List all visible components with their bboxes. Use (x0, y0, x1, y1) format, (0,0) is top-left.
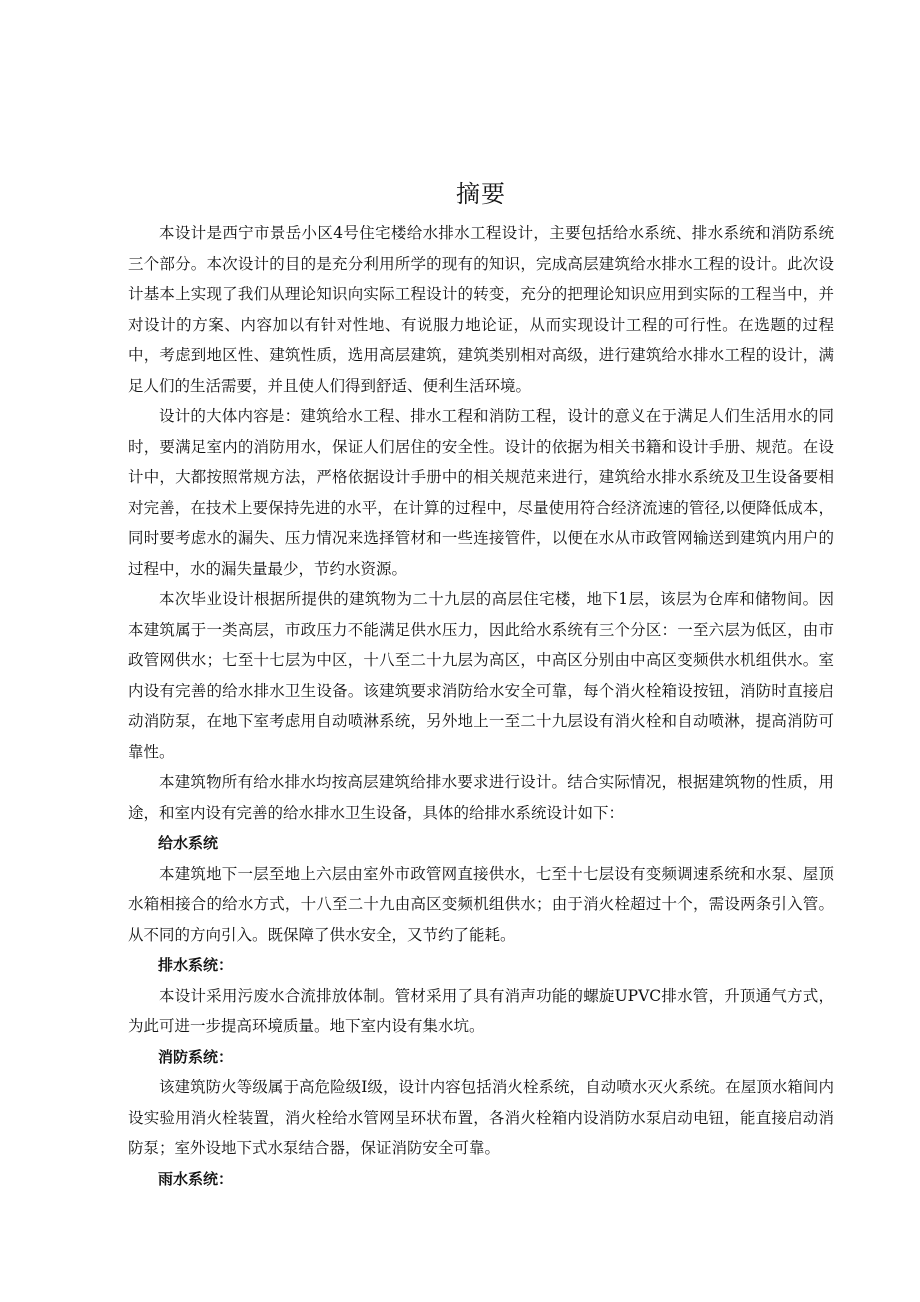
intro-paragraph-3: 本次毕业设计根据所提供的建筑物为二十九层的高层住宅楼，地下1层，该层为仓库和储物间。因本建筑属于一类高层，市政压力不能满足供水压力，因此给水系统有三个分区：一至六层为低区，由市政管网供水；七至十七层为中区，十八至二十九层为高区，中高区分别由中高区变频供水机组供水。室内设有完善的给水排水卫生设备。该建筑要求消防给水安全可靠，每个消火栓箱设按钮，消防时直接启动消防泵，在地下室考虑用自动喷淋系统，另外地上一至二十九层设有消火栓和自动喷淋，提高消防可靠性。 (128, 590, 834, 761)
section-text-water-supply: 本建筑地下一层至地上六层由室外市政管网直接供水，七至十七层设有变频调速系统和水泵、屋顶水箱相接合的给水方式，十八至二十九由高区变频机组供水；由于消火栓超过十个，需设两条引入管。从不同的方向引入。既保障了供水安全，又节约了能耗。 (128, 864, 834, 944)
section-heading-water-supply: 给水系统 (158, 834, 219, 852)
intro-paragraph-4: 本建筑物所有给水排水均按高层建筑给排水要求进行设计。结合实际情况，根据建筑物的性质，用途，和室内设有完善的给水排水卫生设备，具体的给排水系统设计如下： (128, 773, 834, 822)
section-heading-fire-protection: 消防系统： (158, 1047, 234, 1066)
section-heading-rainwater: 雨水系统： (158, 1169, 234, 1188)
section-text-fire-protection: 该建筑防火等级属于高危险级Ⅰ级，设计内容包括消火栓系统，自动喷水灭火系统。在屋顶水箱间内设实验用消火栓装置，消火栓给水管网呈环状布置，各消火栓箱内设消防水泵启动电钮，能直接启动消防泵；室外设地下式水泵结合器，保证消防安全可靠。 (128, 1078, 834, 1157)
intro-paragraph-2: 设计的大体内容是：建筑给水工程、排水工程和消防工程，设计的意义在于满足人们生活用水的同时，要满足室内的消防用水，保证人们居住的安全性。设计的依据为相关书籍和设计手册、规范。在设计中，大都按照常规方法，严格依据设计手册中的相关规范来进行，建筑给水排水系统及卫生设备要相对完善，在技术上要保持先进的水平，在计算的过程中，尽量使用符合经济流速的管径,以便降低成本，同时要考虑水的漏失、压力情况来选择管材和一些连接管件，以便在水从市政管网输送到建筑内用户的过程中，水的漏失量最少，节约水资源。 (128, 407, 834, 578)
section-text-drainage: 本设计采用污废水合流排放体制。管材采用了具有消声功能的螺旋UPVC排水管，升顶通气方式，为此可进一步提高环境质量。地下室内设有集水坑。 (128, 986, 834, 1035)
page-title: 摘要 (456, 180, 506, 208)
intro-paragraph-1: 本设计是西宁市景岳小区4号住宅楼给水排水工程设计，主要包括给水系统、排水系统和消防系统三个部分。本次设计的目的是充分利用所学的现有的知识，完成高层建筑给水排水工程的设计。此次设计基本上实现了我们从理论知识向实际工程设计的转变，充分的把理论知识应用到实际的工程当中，并对设计的方案、内容加以有针对性地、有说服力地论证，从而实现设计工程的可行性。在选题的过程中，考虑到地区性、建筑性质，选用高层建筑，建筑类别相对高级，进行建筑给水排水工程的设计，满足人们的生活需要，并且使人们得到舒适、便利生活环境。 (128, 224, 834, 395)
section-heading-drainage: 排水系统： (158, 956, 234, 974)
document-body (128, 176, 834, 1194)
